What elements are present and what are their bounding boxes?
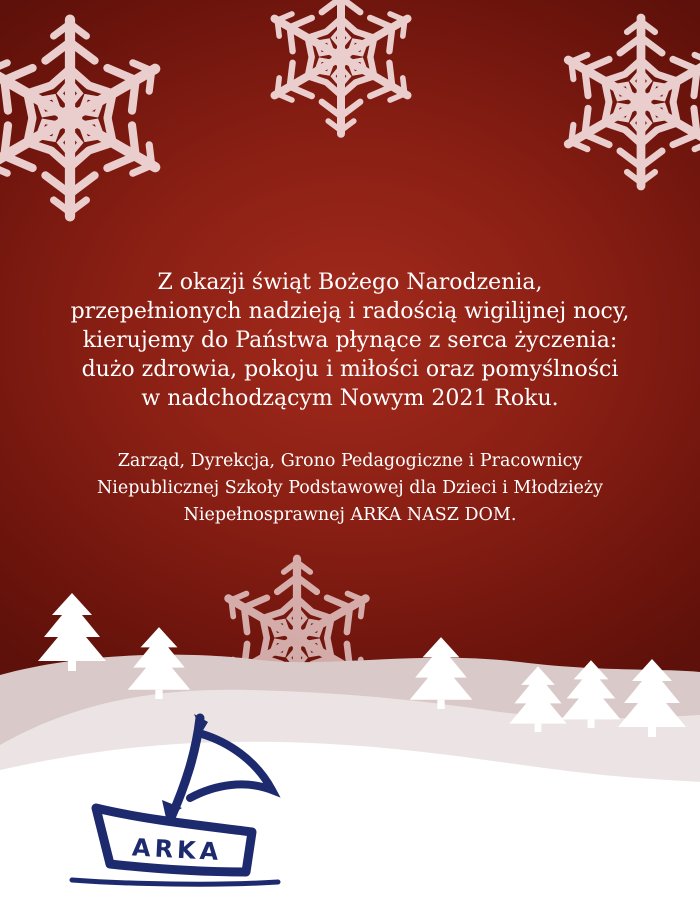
greeting-line: przepełnionych nadzieją i radością wigilijnej nocy, bbox=[70, 299, 630, 324]
signature-line: Niepełnosprawnej ARKA NASZ DOM. bbox=[183, 505, 517, 525]
christmas-tree-icon bbox=[34, 586, 110, 685]
boat-logo-icon bbox=[66, 712, 286, 897]
christmas-tree-icon bbox=[124, 622, 194, 711]
christmas-tree-icon bbox=[614, 654, 690, 749]
greeting-line: dużo zdrowia, pokoju i miłości oraz pomyślności bbox=[81, 357, 619, 382]
signature-line: Zarząd, Dyrekcja, Grono Pedagogiczne i Pracownicy bbox=[117, 451, 583, 471]
logo-text: ARKA bbox=[131, 833, 223, 867]
greeting-line: Z okazji świąt Bożego Narodzenia, bbox=[157, 270, 543, 295]
greeting-line: kierujemy do Państwa płynące z serca życzenia: bbox=[82, 328, 618, 353]
christmas-tree-icon bbox=[406, 632, 476, 721]
greeting-line: w nadchodzącym Nowym 2021 Roku. bbox=[141, 386, 559, 411]
signature-line: Niepublicznej Szkoły Podstawowej dla Dzieci i Młodzieży bbox=[96, 478, 604, 498]
